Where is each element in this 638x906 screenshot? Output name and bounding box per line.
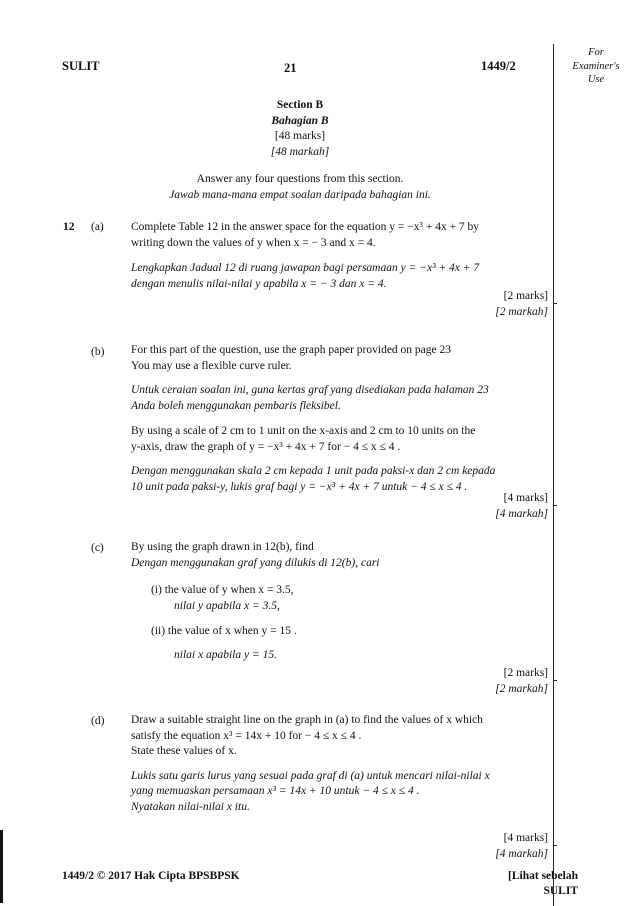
footer-copyright-text: 1449/2 © 2017 Hak Cipta BPSBPSK [62, 870, 240, 882]
section-title-my: Bahagian B [271, 114, 329, 127]
examiner-use-label [556, 46, 636, 87]
question-number: 12 [63, 221, 75, 233]
section-marks-my: [48 markah] [270, 145, 330, 158]
marks-tick [553, 680, 557, 681]
part-b-en-1: For this part of the question, use the graph paper provided on page 23 [131, 344, 452, 356]
part-b-en-3: By using a scale of 2 cm to 1 unit on the x-axis and 2 cm to 10 units on the [131, 425, 476, 438]
part-a-text [131, 220, 551, 292]
header-code: 1449/2 [481, 59, 516, 73]
sidebar-line-1: For [588, 47, 604, 58]
part-c-en: By using the graph drawn in 12(b), find [131, 541, 314, 553]
footer-right [430, 869, 578, 899]
part-a-my-2: dengan menulis nilai-nilai y apabila x = − 3 dan x = 4. [131, 277, 387, 290]
part-c-marks [495, 666, 548, 697]
part-d-my-2: yang memuaskan persamaan x³ = 14x + 10 untuk − 4 ≤ x ≤ 4 . [131, 785, 420, 798]
part-a-en-2: writing down the values of y when x = − 3 and x = 4. [131, 236, 376, 249]
part-d-en-3: State these values of x. [131, 745, 237, 758]
part-a-marks [495, 289, 548, 320]
part-a-en-1: Complete Table 12 in the answer space for the equation y = −x³ + 4x + 7 by [131, 221, 480, 233]
part-b-my-3: Dengan menggunakan skala 2 cm kepada 1 unit pada paksi-x dan 2 cm kepada [131, 465, 496, 478]
instructions-en: Answer any four questions from this section. [196, 173, 404, 185]
section-title: Section B [276, 99, 324, 111]
header-sulit: SULIT [62, 59, 100, 73]
part-a-my-1: Lengkapkan Jadual 12 di ruang jawapan bagi persamaan y = −x³ + 4x + 7 [131, 262, 480, 275]
part-d-label: (d) [91, 715, 105, 727]
part-d-my-3: Nyatakan nilai-nilai x itu. [131, 800, 250, 813]
marks-tick [553, 505, 557, 506]
marks-tick [553, 303, 557, 304]
sidebar-line-3: Use [587, 74, 605, 86]
footer-copyright [62, 869, 240, 885]
section-heading [200, 98, 400, 160]
part-d-my-1: Lukis satu garis lurus yang sesuai pada graf di (a) untuk mencari nilai-nilai x [131, 769, 490, 782]
part-c-ii-en: (ii) the value of x when y = 15 . [151, 625, 297, 638]
part-b-my-2: Anda boleh menggunakan pembaris fleksibel. [131, 399, 341, 412]
part-c-i-my: nilai y apabila x = 3.5, [174, 599, 280, 612]
part-c-label: (c) [91, 542, 104, 554]
part-b-label: (b) [91, 346, 105, 358]
footer-next-page: [Lihat sebelah [508, 870, 578, 882]
footer-sulit: SULIT [543, 884, 578, 897]
marks-tick [553, 845, 557, 846]
part-b-text [131, 343, 551, 495]
part-b-marks-my: [4 markah] [495, 507, 548, 520]
part-d-marks-my: [4 markah] [495, 847, 548, 860]
instructions-my: Jawab mana-mana empat soalan daripada bahagian ini. [169, 188, 431, 201]
part-c-i-en: (i) the value of y when x = 3.5, [151, 584, 294, 597]
part-b-en-2: You may use a flexible curve ruler. [131, 359, 292, 372]
part-b-my-1: Untuk ceraian soalan ini, guna kertas graf yang disediakan pada halaman 23 [131, 384, 489, 397]
part-d-marks [495, 831, 548, 862]
sidebar-line-2: Examiner's [572, 60, 620, 72]
scan-edge-mark [0, 830, 3, 903]
part-d-en-2: satisfy the equation x³ = 14x + 10 for − 4 ≤ x ≤ 4 . [131, 729, 362, 742]
part-b-en-4: y-axis, draw the graph of y = −x³ + 4x + 7 for − 4 ≤ x ≤ 4 . [131, 440, 401, 453]
section-marks: [48 marks] [274, 130, 326, 143]
part-c-marks-my: [2 markah] [495, 682, 548, 695]
part-a-label: (a) [91, 221, 104, 233]
part-a-marks-en: [2 marks] [503, 290, 548, 302]
part-d-marks-en: [4 marks] [503, 832, 548, 844]
part-d-en-1: Draw a suitable straight line on the graph in (a) to find the values of x which [131, 714, 483, 726]
part-c-ii-my: nilai x apabila y = 15. [174, 648, 277, 661]
part-c-text [131, 540, 551, 663]
part-d-text [131, 713, 551, 815]
part-b-marks [495, 491, 548, 522]
examiner-margin-line [553, 44, 554, 906]
part-c-marks-en: [2 marks] [503, 667, 548, 679]
part-b-my-4: 10 unit pada paksi-y, lukis graf bagi y = −x³ + 4x + 7 untuk − 4 ≤ x ≤ 4 . [131, 480, 468, 493]
part-a-marks-my: [2 markah] [495, 305, 548, 318]
part-b-marks-en: [4 marks] [503, 492, 548, 504]
instructions [120, 172, 480, 203]
part-c-my: Dengan menggunakan graf yang dilukis di 12(b), cari [131, 556, 380, 569]
page-number: 21 [284, 61, 297, 75]
